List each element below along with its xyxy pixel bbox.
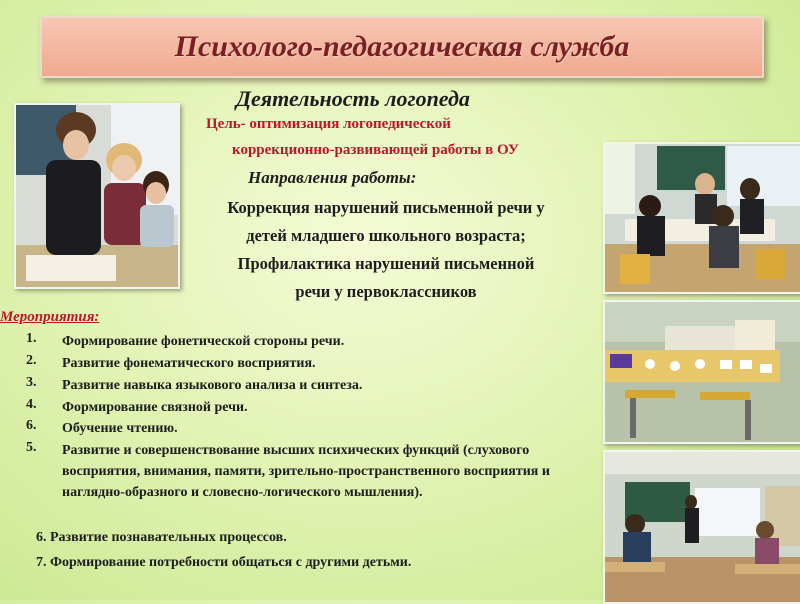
list-text: Развитие фонематического восприятия. — [62, 356, 316, 371]
page-title: Психолого-педагогическая служба — [174, 30, 630, 63]
list-text: Развитие и совершенствование высших психических функций (слухового восприятия, внимания, памяти, зрительно-пространственного восприятия и наглядно-образного и словесно-логического мышления). — [62, 443, 550, 500]
list-number: 4. — [26, 397, 37, 412]
list-text: Формирование связной речи. — [62, 400, 248, 415]
list-number: 5. — [26, 440, 37, 455]
extra-item: 6. Развитие познавательных процессов. — [36, 530, 287, 545]
goal-line-1: Цель- оптимизация логопедической — [206, 116, 451, 132]
teacher-with-children-photo — [14, 103, 180, 289]
list-number: 2. — [26, 353, 37, 368]
direction-line: Профилактика нарушений письменной — [237, 254, 535, 273]
list-text: Развитие навыка языкового анализа и синтеза. — [62, 378, 363, 393]
direction-line: детей младшего школьного возраста; — [246, 226, 526, 245]
list-text: Обучение чтению. — [62, 421, 178, 436]
list-number: 3. — [26, 375, 37, 390]
board-lesson-photo — [603, 450, 800, 604]
events-label: Мероприятия: — [0, 309, 100, 325]
classroom-group-photo — [603, 142, 800, 294]
desk-materials-photo — [603, 300, 800, 444]
direction-line: речи у первоклассников — [295, 282, 477, 301]
section-subtitle: Деятельность логопеда — [236, 86, 470, 111]
directions-label: Направления работы: — [248, 168, 417, 187]
title-banner — [40, 16, 764, 78]
list-number: 1. — [26, 331, 37, 346]
goal-line-2: коррекционно-развивающей работы в ОУ — [232, 142, 519, 158]
list-number: 6. — [26, 418, 37, 433]
extra-item: 7. Формирование потребности общаться с другими детьми. — [36, 555, 412, 570]
direction-line: Коррекция нарушений письменной речи у — [227, 198, 545, 217]
list-text: Формирование фонетической стороны речи. — [62, 334, 345, 349]
